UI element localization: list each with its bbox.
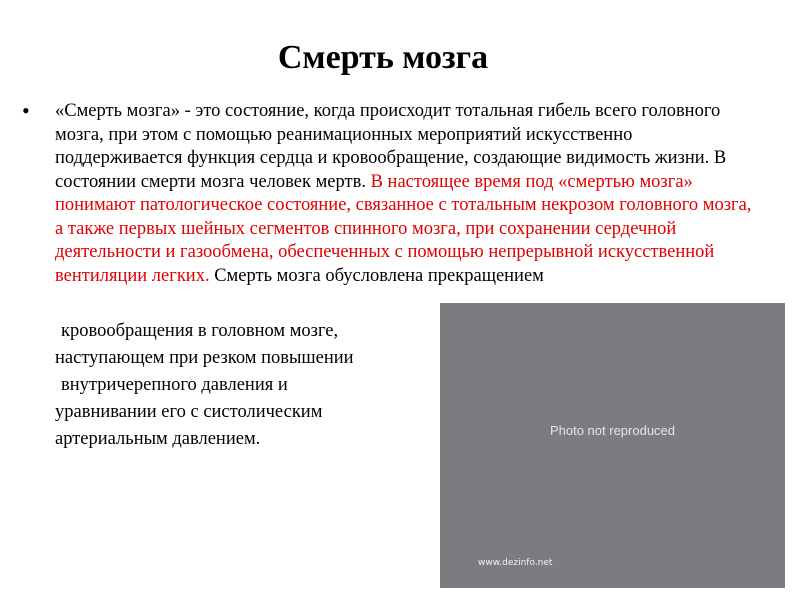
- paragraph-definition: «Смерть мозга» - это состояние, когда происходит тотальная гибель всего головного мозга, при этом с помощью реанимационных мероприятий искусственно поддерживается функция сердца и кровообращение, создающие видимость жизни. В состоянии смерти мозга человек мертв.: [55, 101, 727, 192]
- slide-title: Смерть мозга: [277, 39, 489, 76]
- bullet-marker: •: [22, 98, 30, 123]
- paragraph-highlighted: В настоящее время под «смертью мозга» понимают патологическое состояние, связанное с тотальным некрозом головного мозга, а также первых шейных сегментов спинного мозга, при сохранении сердечной деятельности и газообмена, обеспеченных с помощью непрерывной искусственной вентиляции легких.: [55, 171, 752, 286]
- paragraph-cause: Смерть мозга обусловлена прекращением: [214, 265, 544, 286]
- continuation-line: уравнивании его с систолическим: [55, 402, 323, 422]
- photo-placeholder: [440, 303, 785, 588]
- photo-watermark: www.dezinfo.net: [478, 558, 553, 568]
- continuation-line: внутричерепного давления и: [61, 375, 288, 395]
- continuation-line: кровообращения в головном мозге,: [61, 321, 339, 341]
- paragraph-continuation: [55, 318, 425, 453]
- photo-placeholder-note: Photo not reproduced: [549, 423, 676, 438]
- main-paragraph: [55, 100, 760, 288]
- continuation-line: наступающем при резком повышении: [55, 348, 354, 368]
- continuation-line: артериальным давлением.: [55, 429, 261, 449]
